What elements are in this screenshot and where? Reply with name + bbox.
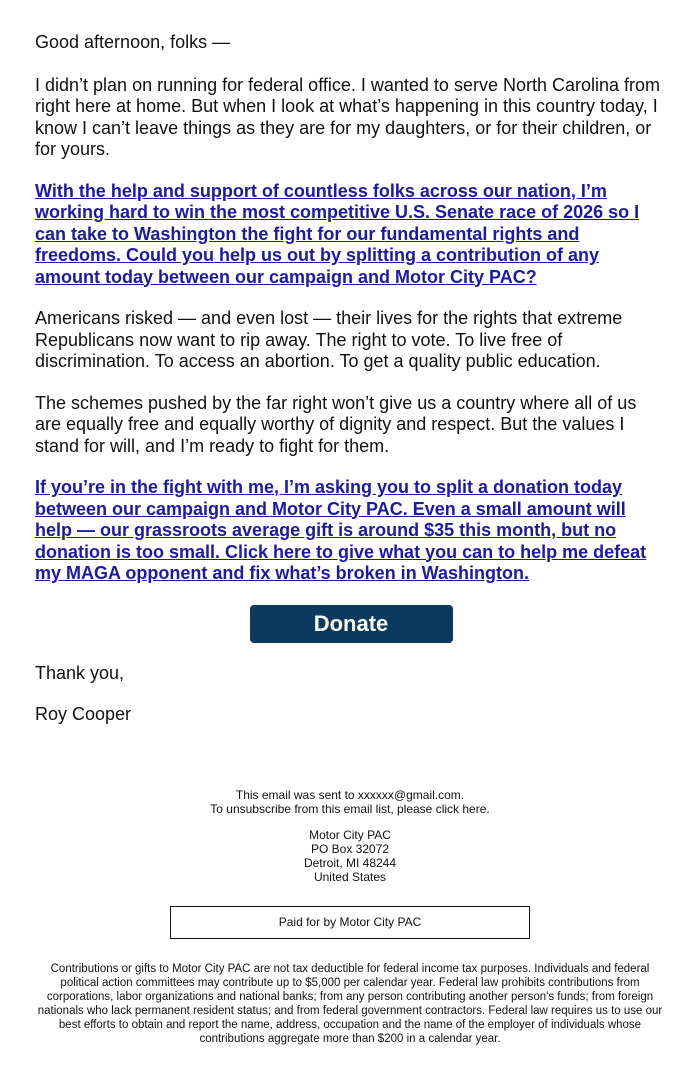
mailing-address: [0, 828, 700, 884]
email-body: [35, 32, 667, 746]
sent-to-notice: This email was sent to xxxxxx@gmail.com.: [235, 788, 465, 802]
paid-for-box: Paid for by Motor City PAC: [170, 906, 530, 939]
values-paragraph: The schemes pushed by the far right won’t give us a country where all of us are equally free and equally worthy of dignity and respect. But the values I stand for will, and I’m ready to fight for them.: [35, 392, 637, 456]
donate-button-container: [35, 605, 667, 643]
donation-link-1[interactable]: With the help and support of countless folks across our nation, I’m working hard to win the most competitive U.S. Senate race of 2026 so I can take to Washington the fight for our fundamental rights and freedoms. Could you help us out by splitting a contribution of any amount today between our campaign and Motor City PAC?: [35, 180, 640, 287]
address-country: United States: [313, 870, 387, 884]
signature: Roy Cooper: [35, 704, 132, 724]
intro-paragraph: I didn’t plan on running for federal office. I wanted to serve North Carolina from right here at home. But when I look at what’s happening in this country today, I know I can’t leave things as they are for my daughters, or for their children, or for yours.: [35, 74, 661, 159]
unsubscribe-link[interactable]: To unsubscribe from this email list, please click here.: [210, 802, 490, 816]
donate-button[interactable]: Donate: [250, 605, 453, 643]
rights-paragraph: Americans risked — and even lost — their lives for the rights that extreme Republicans now want to rip away. The right to vote. To live free of discrimination. To access an abortion. To get a quality public education.: [35, 308, 623, 371]
greeting: Good afternoon, folks —: [35, 32, 231, 52]
address-name: Motor City PAC: [309, 828, 391, 842]
address-city: Detroit, MI 48244: [303, 856, 397, 870]
signoff: Thank you,: [35, 662, 125, 683]
donation-link-2[interactable]: If you’re in the fight with me, I’m asking you to split a donation today between our campaign and Motor City PAC. Even a small amount will help — our grassroots average gift is around $35 this month, but no donation is too small. Click here to give what you can to help me defeat my MAGA opponent and fix what’s broken in Washington.: [35, 477, 647, 583]
legal-disclaimer: Contributions or gifts to Motor City PAC are not tax deductible for federal income tax purposes. Individuals and federal political action committees may contribute up to $5,000 per calendar year. Federal law prohibits contributions from corporations, labor organizations and national banks; from any person contributing another person's funds; from foreign nationals who lack permanent resident status; and from federal government contractors. Federal law requires us to use our best efforts to obtain and report the name, address, occupation and the name of the employer of individuals whose contributions aggregate more than $200 in a calendar year.: [37, 963, 663, 1045]
email-footer: [0, 788, 700, 1046]
address-street: PO Box 32072: [310, 842, 390, 856]
